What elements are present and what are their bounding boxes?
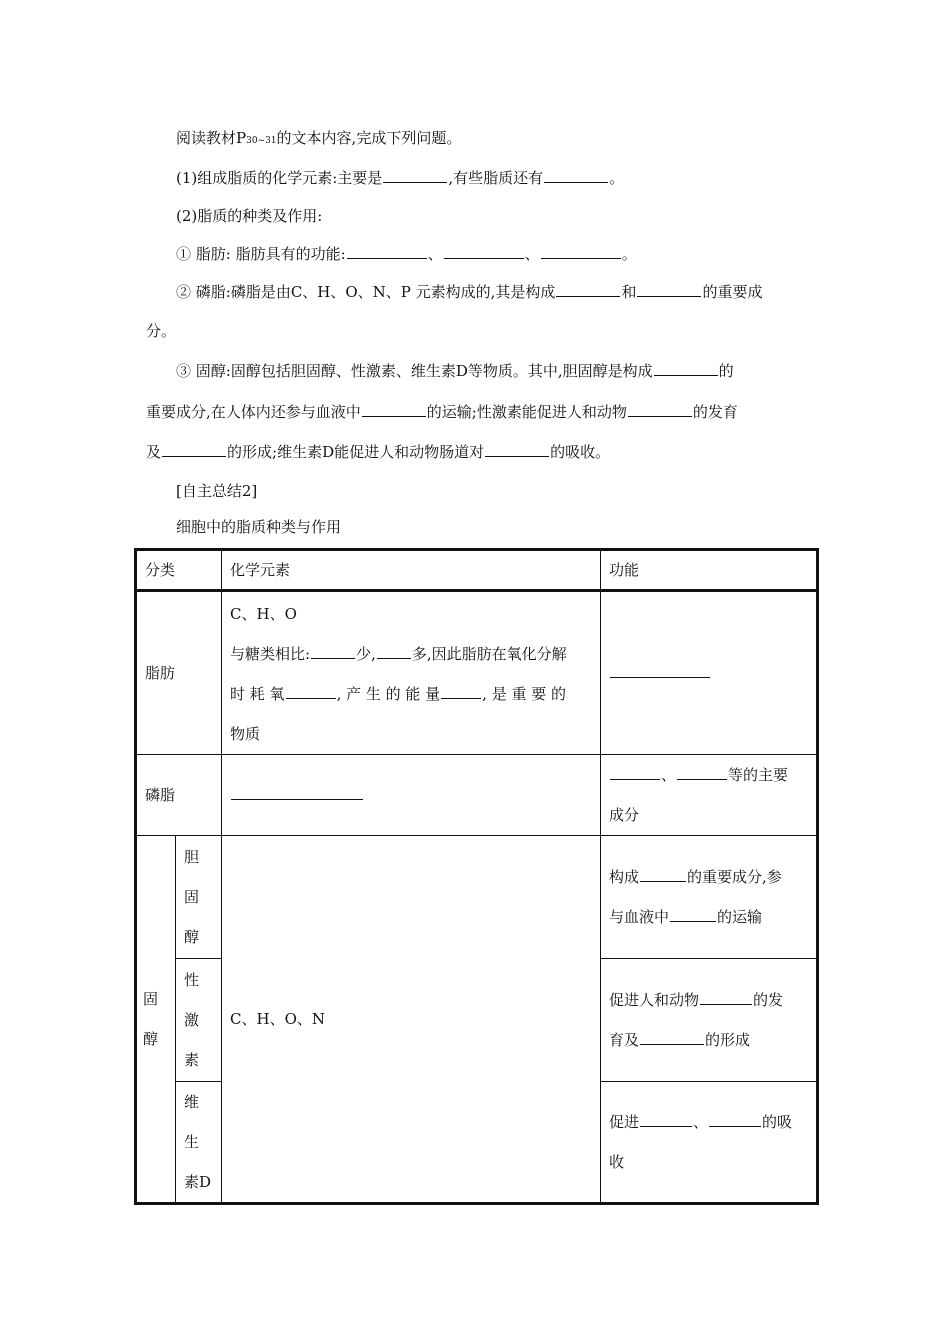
sex-char: 激: [184, 1011, 200, 1029]
compare-more: 多,因此脂肪在氧化分解: [411, 645, 567, 663]
lipid-table: [134, 548, 819, 1205]
sex-func-d: 的形成: [705, 1031, 751, 1049]
oxygen-text: 时 耗 氧: [230, 685, 285, 703]
fill-blank[interactable]: [610, 766, 660, 780]
vitd-func-sep: 、: [693, 1113, 709, 1131]
vitd-char: 维: [184, 1093, 200, 1111]
fat-compare-line: [230, 634, 592, 674]
question-2: [176, 205, 322, 226]
fill-blank[interactable]: [700, 991, 752, 1005]
phos-func-end: 成分: [609, 806, 640, 824]
header-function: 功能: [601, 550, 818, 591]
sex-func-a: 促进人和动物: [609, 991, 700, 1009]
fill-blank[interactable]: [544, 169, 608, 183]
compare-less: 少,: [356, 645, 376, 663]
phos-text: ② 磷脂:磷脂是由C、H、O、N、P 元素构成的,其是构成: [176, 283, 556, 301]
chol-function: [601, 836, 818, 959]
q1-text-c: 。: [609, 169, 625, 187]
fill-blank[interactable]: [654, 362, 718, 376]
summary-title: [176, 516, 341, 537]
fill-blank[interactable]: [541, 245, 621, 259]
fill-blank[interactable]: [640, 1031, 704, 1045]
fill-blank[interactable]: [640, 1113, 692, 1127]
sterol-char: 醇: [143, 1030, 159, 1048]
phos-func-sep: 、: [661, 766, 677, 784]
fat-function: [601, 591, 818, 755]
fat-sep: 、: [524, 245, 540, 263]
fat-text: ① 脂肪: 脂肪具有的功能:: [176, 245, 346, 263]
sex-hormone-function: [601, 959, 818, 1082]
sterol-text-a: ③ 固醇:固醇包括胆固醇、性激素、维生素D等物质。其中,胆固醇是构成: [176, 362, 653, 380]
sterol-char: 固: [143, 990, 159, 1008]
phos-text-d: 分。: [146, 322, 177, 340]
fill-blank[interactable]: [347, 245, 427, 259]
fill-blank[interactable]: [556, 283, 620, 297]
vitd-char: 素D: [184, 1173, 212, 1191]
q1-text-b: ,有些脂质还有: [448, 169, 544, 187]
header-elements: 化学元素: [222, 550, 601, 591]
intro-line: [176, 127, 461, 148]
important-text: , 是 重 要 的: [482, 685, 567, 703]
compare-text: 与糖类相比:: [230, 645, 311, 663]
chol-func-d: 的运输: [717, 908, 763, 926]
phos-row: [136, 755, 818, 836]
summary-tag: [176, 480, 257, 501]
sex-func-b: 的发: [753, 991, 784, 1009]
vitd-func-a: 促进: [609, 1113, 640, 1131]
phos-and: 和: [621, 283, 637, 301]
chol-label: [176, 836, 222, 959]
chol-func-c: 与血液中: [609, 908, 670, 926]
vitd-func-b: 的吸: [762, 1113, 793, 1131]
chol-func-b: 的重要成分,参: [687, 868, 782, 886]
sterol-line-2: [146, 401, 738, 422]
vitd-char: 生: [184, 1133, 200, 1151]
summary-tag-text: [自主总结2]: [176, 482, 258, 500]
sterol-text-e: 的发育: [692, 403, 738, 421]
fill-blank[interactable]: [162, 443, 226, 457]
question-1: [176, 167, 624, 188]
energy-text: , 产 生 的 能 量: [336, 685, 441, 703]
chol-func-a: 构成: [609, 868, 640, 886]
sterol-text-c: 重要成分,在人体内还参与血液中: [146, 403, 361, 421]
intro-text: 阅读教材P: [176, 129, 247, 147]
fill-blank[interactable]: [311, 645, 355, 659]
sterol-text-b: 的: [718, 362, 734, 380]
fill-blank[interactable]: [286, 685, 336, 699]
fill-blank[interactable]: [444, 245, 524, 259]
page-sub-end: 31: [265, 136, 277, 146]
phos-text-c: 的重要成: [702, 283, 763, 301]
sex-func-c: 育及: [609, 1031, 640, 1049]
fat-substance-text: 物质: [230, 725, 261, 743]
chol-char: 固: [184, 888, 200, 906]
phos-label: 磷脂: [136, 755, 222, 836]
fill-blank[interactable]: [670, 908, 716, 922]
header-row: [136, 550, 818, 591]
chol-char: 胆: [184, 848, 200, 866]
page-tilde: ~: [257, 136, 266, 146]
fill-blank[interactable]: [362, 403, 426, 417]
phos-line: [176, 281, 762, 302]
fat-elements: [222, 591, 601, 755]
fat-element-text: C、H、O: [230, 605, 297, 623]
fill-blank[interactable]: [637, 283, 701, 297]
sterol-text-f: 及: [146, 443, 162, 461]
fill-blank[interactable]: [383, 169, 447, 183]
sterol-text-h: 的吸收。: [550, 443, 611, 461]
page-sub-start: 30: [246, 136, 258, 146]
q1-text-a: (1)组成脂质的化学元素:主要是: [176, 169, 383, 187]
sex-hormone-label: [176, 959, 222, 1082]
fill-blank[interactable]: [628, 403, 692, 417]
vitd-func-c: 收: [609, 1153, 625, 1171]
chol-row: [136, 836, 818, 959]
sex-char: 性: [184, 971, 200, 989]
fill-blank[interactable]: [677, 766, 727, 780]
sterol-elements: C、H、O、N: [222, 836, 601, 1204]
vitamin-d-function: [601, 1082, 818, 1204]
phos-line-cont: [146, 320, 176, 341]
fill-blank[interactable]: [610, 664, 710, 678]
sex-char: 素: [184, 1051, 200, 1069]
sterol-text-d: 的运输;性激素能促进人和动物: [426, 403, 627, 421]
sterol-text-g: 的形成;维生素D能促进人和动物肠道对: [227, 443, 485, 461]
vitamin-d-label: [176, 1082, 222, 1204]
fat-label: 脂肪: [136, 591, 222, 755]
fill-blank[interactable]: [231, 786, 363, 800]
fill-blank[interactable]: [377, 645, 411, 659]
sterol-line-1: [176, 360, 734, 381]
summary-title-text: 细胞中的脂质种类与作用: [176, 518, 342, 536]
sterol-line-3: [146, 441, 610, 462]
intro-suffix: 的文本内容,完成下列问题。: [276, 129, 462, 147]
fat-sep: 、: [427, 245, 443, 263]
fat-oxygen-line: [230, 674, 592, 714]
fill-blank[interactable]: [640, 868, 686, 882]
header-category: 分类: [136, 550, 222, 591]
fill-blank[interactable]: [485, 443, 549, 457]
phos-elements: [222, 755, 601, 836]
q2-text: (2)脂质的种类及作用:: [176, 207, 323, 225]
phos-func-text: 等的主要: [728, 766, 789, 784]
fill-blank[interactable]: [441, 685, 481, 699]
fill-blank[interactable]: [709, 1113, 761, 1127]
fat-line: [176, 243, 637, 264]
chol-char: 醇: [184, 928, 200, 946]
phos-function: [601, 755, 818, 836]
fat-end: 。: [621, 245, 637, 263]
sterol-label: [136, 836, 176, 1204]
fat-row: [136, 591, 818, 755]
